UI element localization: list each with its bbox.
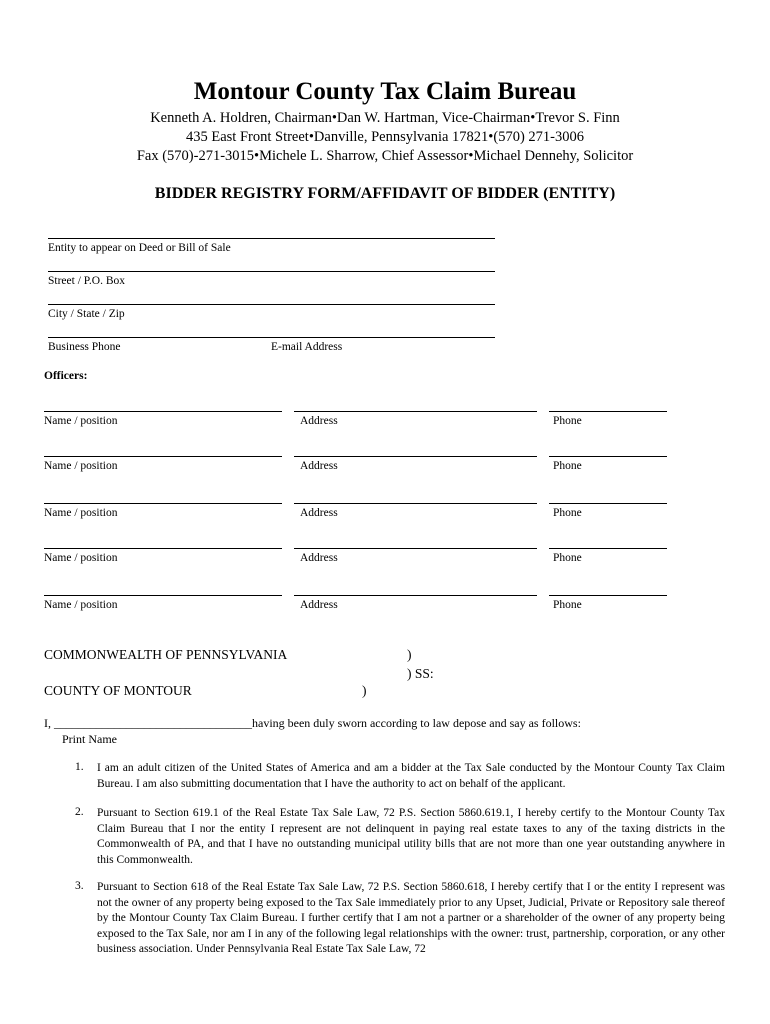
officer-phone-label: Phone xyxy=(553,460,582,472)
item-3-text: Pursuant to Section 618 of the Real Estate Tax Sale Law, 72 P.S. Section 5860.618, I hereby certify that I or the entity I represent was not the owner of any property being exposed to the Tax Sale immediately prior to any Upset, Judicial, Private or Repository sale thereof by the Montour County Tax Claim Bureau. I further certify that I am not a partner or a shareholder of the owner of any property being exposed to the Tax Sale, nor am I in any of the following legal relationships with the owner: trust, partnership, corporation, or any other business association. Under Pennsylvania Real Estate Tax Sale Law, 72 xyxy=(97,881,725,955)
entity-name-label: Entity to appear on Deed or Bill of Sale xyxy=(48,242,231,254)
header-contacts: Fax (570)-271-3015•Michele L. Sharrow, Chief Assessor•Michael Dennehy, Solicitor xyxy=(136,148,634,164)
officer-address-label: Address xyxy=(300,552,338,564)
item-1-number: 1. xyxy=(75,761,84,773)
officer-name-field[interactable] xyxy=(44,503,282,504)
header-officials: Kenneth A. Holdren, Chairman•Dan W. Hartman, Vice-Chairman•Trevor S. Finn xyxy=(150,110,620,126)
city-state-zip-field[interactable] xyxy=(48,304,495,305)
item-2-number: 2. xyxy=(75,806,84,818)
officer-address-label: Address xyxy=(300,599,338,611)
business-phone-label: Business Phone xyxy=(48,341,121,353)
officer-address-field[interactable] xyxy=(294,503,537,504)
form-title: BIDDER REGISTRY FORM/AFFIDAVIT OF BIDDER (ENTITY) xyxy=(154,185,616,202)
officer-address-field[interactable] xyxy=(294,411,537,412)
commonwealth-label: COMMONWEALTH OF PENNSYLVANIA xyxy=(44,647,288,662)
officer-address-field[interactable] xyxy=(294,595,537,596)
officer-address-label: Address xyxy=(300,415,338,427)
header-address: 435 East Front Street•Danville, Pennsylvania 17821•(570) 271-3006 xyxy=(186,129,584,145)
officer-name-label: Name / position xyxy=(44,507,118,519)
officer-phone-field[interactable] xyxy=(549,595,667,596)
officer-name-field[interactable] xyxy=(44,595,282,596)
oath-statement: I, _________________________________having been duly sworn according to law depose and say as follows: xyxy=(44,716,581,730)
officer-phone-field[interactable] xyxy=(549,503,667,504)
officer-name-field[interactable] xyxy=(44,548,282,549)
ss-label: ) SS: xyxy=(407,666,434,681)
officer-name-field[interactable] xyxy=(44,456,282,457)
officer-address-field[interactable] xyxy=(294,456,537,457)
officer-phone-label: Phone xyxy=(553,415,582,427)
email-label: E-mail Address xyxy=(271,341,343,353)
officer-phone-field[interactable] xyxy=(549,456,667,457)
street-field[interactable] xyxy=(48,271,495,272)
officer-phone-label: Phone xyxy=(553,552,582,564)
officer-address-label: Address xyxy=(300,507,338,519)
entity-name-field[interactable] xyxy=(48,238,495,239)
officer-phone-label: Phone xyxy=(553,507,582,519)
item-2-text: Pursuant to Section 619.1 of the Real Estate Tax Sale Law, 72 P.S. Section 5860.619.1, I hereby certify to the Montour County Tax Claim Bureau that I nor the entity I represent are not delinquent in paying real estate taxes to any of the taxing districts in the Commonwealth of PA, and that I have no outstanding municipal utility bills that are not more than one year outstanding anywhere in this Commonwealth. xyxy=(97,807,725,866)
item-1-text: I am an adult citizen of the United States of America and am a bidder at the Tax Sale conducted by the Montour County Tax Claim Bureau. I am also submitting documentation that I have the authority to act on behalf of the applicant. xyxy=(97,762,725,790)
officer-address-label: Address xyxy=(300,460,338,472)
officer-phone-field[interactable] xyxy=(549,411,667,412)
officer-phone-field[interactable] xyxy=(549,548,667,549)
officer-name-label: Name / position xyxy=(44,552,118,564)
item-3-number: 3. xyxy=(75,880,84,892)
phone-email-field[interactable] xyxy=(48,337,495,338)
venue-paren-top: ) xyxy=(407,647,412,662)
county-label: COUNTY OF MONTOUR xyxy=(44,683,192,698)
officer-name-label: Name / position xyxy=(44,599,118,611)
officer-phone-label: Phone xyxy=(553,599,582,611)
officer-name-label: Name / position xyxy=(44,415,118,427)
officers-heading: Officers: xyxy=(44,370,88,382)
venue-paren-bottom: ) xyxy=(362,683,367,698)
page-title: Montour County Tax Claim Bureau xyxy=(193,78,577,105)
officer-name-field[interactable] xyxy=(44,411,282,412)
city-state-zip-label: City / State / Zip xyxy=(48,308,125,320)
officer-name-label: Name / position xyxy=(44,460,118,472)
street-label: Street / P.O. Box xyxy=(48,275,125,287)
print-name-label: Print Name xyxy=(62,732,117,746)
officer-address-field[interactable] xyxy=(294,548,537,549)
